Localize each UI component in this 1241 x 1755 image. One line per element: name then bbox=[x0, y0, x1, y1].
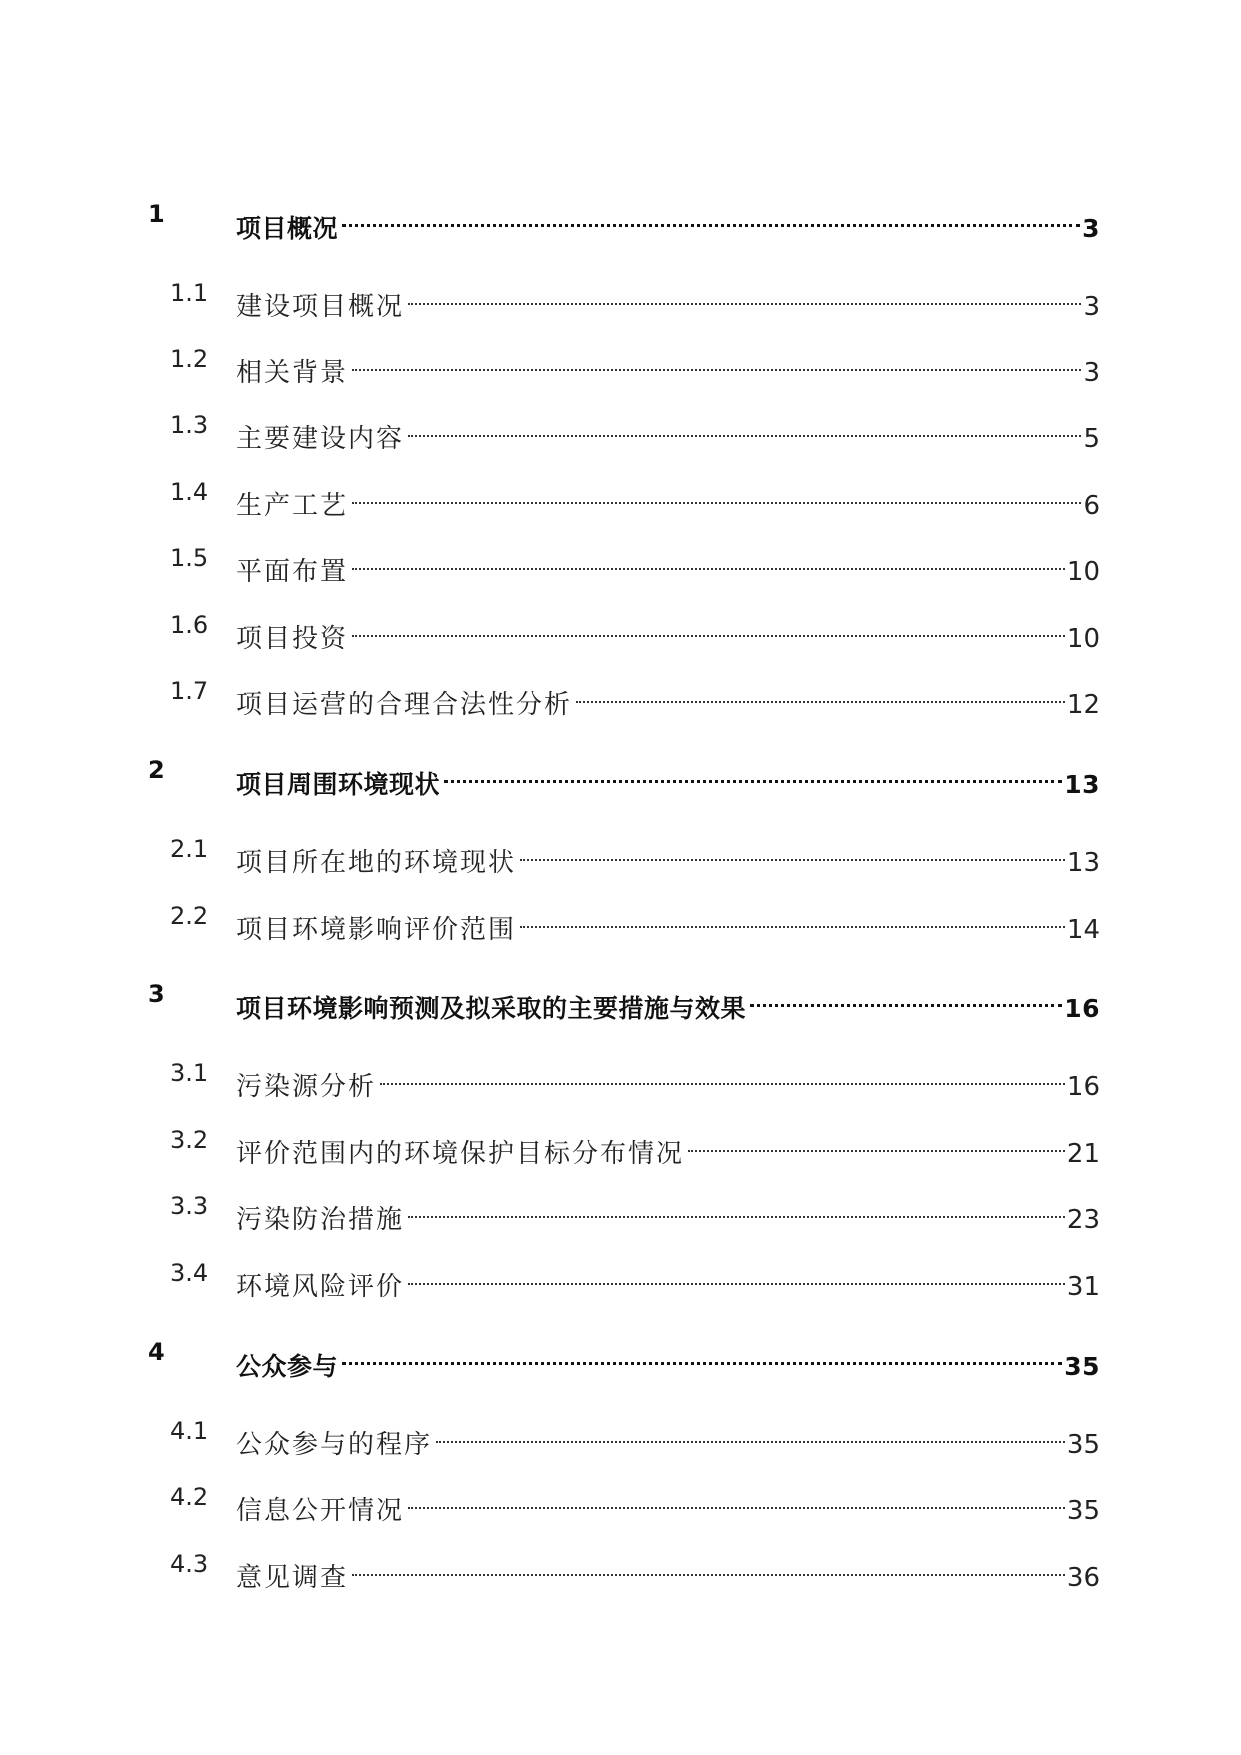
toc-entry-number: 1 bbox=[148, 200, 165, 228]
dot-leader bbox=[444, 740, 1062, 783]
toc-entry-number: 1.3 bbox=[170, 411, 209, 439]
toc-entry-number: 3.1 bbox=[170, 1059, 209, 1087]
toc-entry-page: 3 bbox=[1082, 214, 1100, 243]
toc-entry[interactable] bbox=[0, 273, 1241, 322]
dot-leader bbox=[352, 329, 1081, 371]
toc-entry[interactable] bbox=[0, 1544, 1241, 1593]
toc-entry-number: 1.2 bbox=[170, 345, 209, 373]
dot-leader bbox=[408, 395, 1081, 437]
toc-entry-number: 2.1 bbox=[170, 835, 209, 863]
dot-leader bbox=[352, 595, 1065, 637]
toc-entry-page: 10 bbox=[1066, 624, 1100, 654]
toc-entry-number: 3 bbox=[148, 980, 165, 1008]
toc-entry-number: 1.7 bbox=[170, 677, 209, 705]
toc-entry-number: 1.1 bbox=[170, 279, 209, 307]
dot-leader bbox=[380, 1043, 1065, 1085]
dot-leader bbox=[520, 886, 1065, 928]
dot-leader bbox=[342, 184, 1080, 227]
toc-entry[interactable] bbox=[0, 1253, 1241, 1302]
toc-entry-title: 污染防治措施 bbox=[236, 1205, 405, 1235]
toc-entry[interactable] bbox=[0, 1120, 1241, 1169]
dot-leader bbox=[688, 1110, 1065, 1152]
toc-entry-page: 23 bbox=[1066, 1205, 1100, 1235]
toc-entry-number: 4.3 bbox=[170, 1550, 209, 1578]
toc-entry[interactable] bbox=[0, 974, 1241, 1023]
toc-entry-title: 评价范围内的环境保护目标分布情况 bbox=[236, 1139, 685, 1169]
toc-entry-page: 10 bbox=[1066, 557, 1100, 587]
dot-leader bbox=[352, 462, 1081, 504]
toc-entry-page: 12 bbox=[1066, 690, 1100, 720]
toc-entry-title: 污染源分析 bbox=[236, 1072, 377, 1102]
toc-entry[interactable] bbox=[0, 605, 1241, 654]
toc-entry[interactable] bbox=[0, 339, 1241, 388]
toc-entry[interactable] bbox=[0, 750, 1241, 799]
toc-entry-number: 2 bbox=[148, 756, 165, 784]
toc-entry-page: 6 bbox=[1083, 491, 1100, 521]
toc-entry-title: 项目投资 bbox=[236, 624, 349, 654]
dot-leader bbox=[520, 819, 1065, 861]
toc-entry-number: 3.4 bbox=[170, 1259, 209, 1287]
dot-leader bbox=[750, 964, 1062, 1007]
toc-entry-number: 4.1 bbox=[170, 1417, 209, 1445]
dot-leader bbox=[436, 1401, 1065, 1443]
toc-entry-title: 环境风险评价 bbox=[236, 1272, 405, 1302]
toc-entry-number: 4 bbox=[148, 1338, 165, 1366]
toc-entry-number: 1.6 bbox=[170, 611, 209, 639]
toc-entry-number: 3.2 bbox=[170, 1126, 209, 1154]
toc-entry-title: 信息公开情况 bbox=[236, 1496, 405, 1526]
toc-entry[interactable] bbox=[0, 194, 1241, 243]
toc-entry-page: 13 bbox=[1064, 770, 1100, 799]
dot-leader bbox=[408, 1467, 1065, 1509]
dot-leader bbox=[342, 1322, 1062, 1365]
dot-leader bbox=[352, 528, 1065, 570]
toc-entry-title: 意见调查 bbox=[236, 1563, 349, 1593]
toc-entry-title: 项目概况 bbox=[236, 214, 339, 243]
toc-entry[interactable] bbox=[0, 405, 1241, 454]
toc-entry-title: 项目周围环境现状 bbox=[236, 770, 441, 799]
toc-entry-title: 建设项目概况 bbox=[236, 292, 405, 322]
toc-entry-title: 主要建设内容 bbox=[236, 424, 405, 454]
toc-entry-page: 5 bbox=[1083, 424, 1100, 454]
toc-entry[interactable] bbox=[0, 896, 1241, 945]
toc-entry-page: 35 bbox=[1064, 1352, 1100, 1381]
toc-entry-page: 13 bbox=[1066, 848, 1100, 878]
toc-entry-number: 2.2 bbox=[170, 902, 209, 930]
toc-entry-number: 1.4 bbox=[170, 478, 209, 506]
toc-entry-number: 3.3 bbox=[170, 1192, 209, 1220]
toc-entry-page: 35 bbox=[1066, 1430, 1100, 1460]
toc-entry-number: 4.2 bbox=[170, 1483, 209, 1511]
toc-entry-title: 公众参与 bbox=[236, 1352, 339, 1381]
dot-leader bbox=[408, 1243, 1065, 1285]
toc-entry[interactable] bbox=[0, 1053, 1241, 1102]
dot-leader bbox=[408, 263, 1081, 305]
toc-entry-page: 35 bbox=[1066, 1496, 1100, 1526]
toc-entry-page: 14 bbox=[1066, 915, 1100, 945]
toc-entry[interactable] bbox=[0, 1411, 1241, 1460]
toc-entry-title: 平面布置 bbox=[236, 557, 349, 587]
toc-entry-title: 生产工艺 bbox=[236, 491, 349, 521]
toc-entry-number: 1.5 bbox=[170, 544, 209, 572]
toc-entry-page: 16 bbox=[1064, 994, 1100, 1023]
toc-entry-page: 31 bbox=[1066, 1272, 1100, 1302]
toc-entry-title: 项目环境影响评价范围 bbox=[236, 915, 517, 945]
toc-entry[interactable] bbox=[0, 829, 1241, 878]
toc-entry-page: 16 bbox=[1066, 1072, 1100, 1102]
toc-entry[interactable] bbox=[0, 671, 1241, 720]
toc-entry-title: 公众参与的程序 bbox=[236, 1430, 433, 1460]
toc-entry-title: 相关背景 bbox=[236, 358, 349, 388]
dot-leader bbox=[408, 1176, 1065, 1218]
dot-leader bbox=[352, 1534, 1065, 1576]
toc-entry-title: 项目所在地的环境现状 bbox=[236, 848, 517, 878]
toc-entry[interactable] bbox=[0, 1332, 1241, 1381]
toc-entry-page: 3 bbox=[1083, 358, 1100, 388]
toc-entry-page: 3 bbox=[1083, 292, 1100, 322]
toc-entry[interactable] bbox=[0, 1477, 1241, 1526]
toc-entry[interactable] bbox=[0, 1186, 1241, 1235]
toc-entry[interactable] bbox=[0, 472, 1241, 521]
toc-entry-page: 21 bbox=[1066, 1139, 1100, 1169]
toc-entry-title: 项目运营的合理合法性分析 bbox=[236, 690, 573, 720]
dot-leader bbox=[576, 661, 1065, 703]
toc-entry-page: 36 bbox=[1066, 1563, 1100, 1593]
toc-entry-title: 项目环境影响预测及拟采取的主要措施与效果 bbox=[236, 994, 747, 1023]
toc-entry[interactable] bbox=[0, 538, 1241, 587]
